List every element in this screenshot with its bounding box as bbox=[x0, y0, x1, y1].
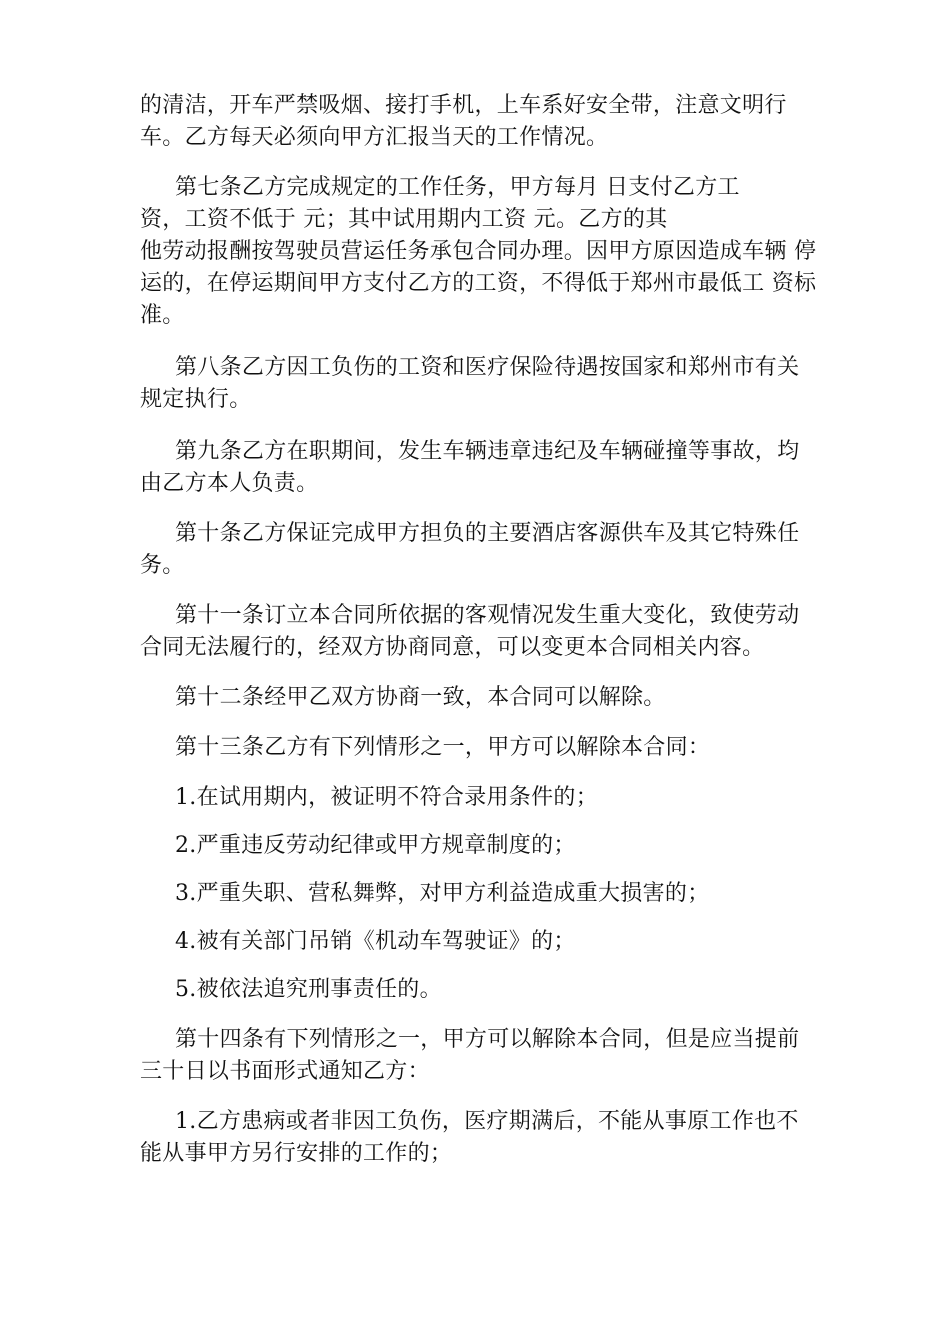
paragraph-article-13 bbox=[140, 732, 830, 764]
text-line: 第十一条订立本合同所依据的客观情况发生重大变化，致使劳动 bbox=[175, 603, 800, 628]
text-line: 第十三条乙方有下列情形之一，甲方可以解除本合同： bbox=[175, 735, 711, 760]
text-line: 的清洁，开车严禁吸烟、接打手机，上车系好安全带，注意文明行 bbox=[140, 93, 787, 118]
paragraph-article-11 bbox=[140, 600, 830, 664]
paragraph-article-10 bbox=[140, 518, 830, 582]
list-item-13-1 bbox=[140, 782, 830, 814]
text-line: 准。 bbox=[140, 303, 185, 328]
paragraph-article-12 bbox=[140, 682, 830, 714]
text-line: 3.严重失职、营私舞弊，对甲方利益造成重大损害的； bbox=[175, 881, 710, 906]
text-line: 第八条乙方因工负伤的工资和医疗保险待遇按国家和郑州市有关 bbox=[175, 355, 800, 380]
list-item-13-4 bbox=[140, 926, 830, 958]
list-item-13-2 bbox=[140, 830, 830, 862]
paragraph-article-9 bbox=[140, 436, 830, 500]
text-line: 运的，在停运期间甲方支付乙方的工资，不得低于郑州市最低工 资标 bbox=[140, 271, 817, 296]
text-line: 第九条乙方在职期间，发生车辆违章违纪及车辆碰撞等事故，均 bbox=[175, 439, 800, 464]
text-line: 务。 bbox=[140, 553, 185, 578]
text-line: 规定执行。 bbox=[140, 387, 252, 412]
text-line: 能从事甲方另行安排的工作的； bbox=[140, 1141, 453, 1166]
text-line: 5.被依法追究刑事责任的。 bbox=[175, 977, 442, 1002]
paragraph-article-14 bbox=[140, 1024, 830, 1088]
text-line: 1.在试用期内，被证明不符合录用条件的； bbox=[175, 785, 598, 810]
text-line: 由乙方本人负责。 bbox=[140, 471, 319, 496]
text-line: 三十日以书面形式通知乙方： bbox=[140, 1059, 430, 1084]
text-line: 2.严重违反劳动纪律或甲方规章制度的； bbox=[175, 833, 576, 858]
list-item-13-3 bbox=[140, 878, 830, 910]
text-line: 第十条乙方保证完成甲方担负的主要酒店客源供车及其它特殊任 bbox=[175, 521, 800, 546]
text-line: 合同无法履行的，经双方协商同意，可以变更本合同相关内容。 bbox=[140, 635, 765, 660]
text-line: 资，工资不低于 元；其中试用期内工资 元。乙方的其 bbox=[140, 207, 668, 232]
text-line: 第七条乙方完成规定的工作任务，甲方每月 日支付乙方工 bbox=[175, 175, 740, 200]
paragraph-continuation bbox=[140, 90, 830, 154]
text-line: 车。乙方每天必须向甲方汇报当天的工作情况。 bbox=[140, 125, 609, 150]
text-line: 1.乙方患病或者非因工负伤，医疗期满后，不能从事原工作也不 bbox=[175, 1109, 799, 1134]
paragraph-article-8 bbox=[140, 352, 830, 416]
list-item-14-1 bbox=[140, 1106, 830, 1170]
list-item-13-5 bbox=[140, 974, 830, 1006]
text-line: 他劳动报酬按驾驶员营运任务承包合同办理。因甲方原因造成车辆 停 bbox=[140, 239, 817, 264]
text-line: 4.被有关部门吊销《机动车驾驶证》的； bbox=[175, 929, 576, 954]
text-line: 第十二条经甲乙双方协商一致，本合同可以解除。 bbox=[175, 685, 666, 710]
paragraph-article-7 bbox=[140, 172, 830, 332]
text-line: 第十四条有下列情形之一，甲方可以解除本合同，但是应当提前 bbox=[175, 1027, 800, 1052]
